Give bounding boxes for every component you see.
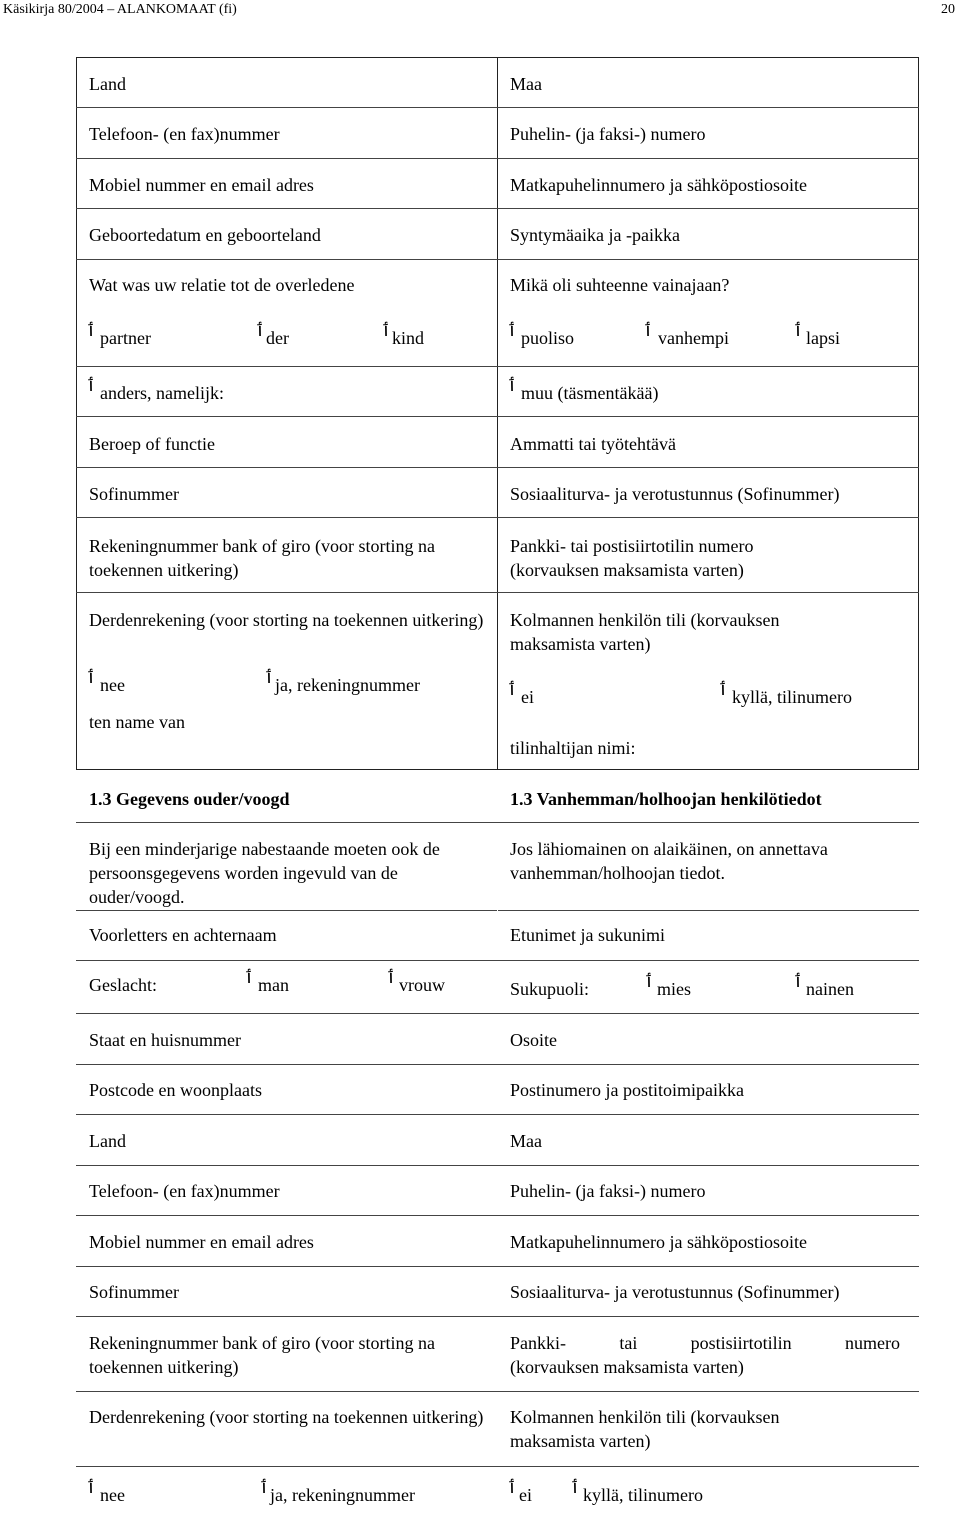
field-label-third-party-2-fi: Kolmannen henkilön tili (korvauksen maksamista varten) [510, 1407, 780, 1451]
row-divider [76, 107, 919, 108]
checkbox-no-fi[interactable]: ٲ [507, 680, 517, 700]
row-divider [76, 1391, 919, 1392]
field-label-occupation-fi: Ammatti tai työtehtävä [510, 434, 676, 454]
option-label-partner-fi: puoliso [521, 328, 575, 348]
option-label-yes-2: ja, rekeningnummer [270, 1485, 415, 1505]
option-label-yes-2-fi: kyllä, tilinumero [583, 1485, 703, 1505]
row-divider [76, 822, 919, 823]
option-label-yes-fi: kyllä, tilinumero [732, 687, 852, 707]
field-label-gender: Geslacht: [89, 975, 157, 995]
field-label-third-party-fi: Kolmannen henkilön tili (korvauksen maksamista varten) [510, 610, 780, 654]
checkbox-yes[interactable]: ٲ [264, 668, 274, 688]
checkbox-male-fi[interactable]: ٲ [644, 972, 654, 992]
section-intro: Bij een minderjarige nabestaande moeten ook de persoonsgegevens worden ingevuld van de ouder/voogd. [89, 839, 440, 907]
row-divider [76, 1266, 919, 1267]
option-label-parent: der [266, 328, 289, 348]
option-label-female: vrouw [399, 975, 445, 995]
checkbox-female-fi[interactable]: ٲ [793, 972, 803, 992]
row-divider [76, 1064, 919, 1065]
option-label-no-2-fi: ei [519, 1485, 532, 1505]
row-divider [76, 960, 919, 961]
section-intro-fi: Jos lähiomainen on alaikäinen, on annettava vanhemman/holhoojan tiedot. [510, 839, 828, 883]
row-divider [76, 1114, 919, 1115]
field-underline [498, 910, 919, 911]
option-label-no: nee [100, 675, 125, 695]
option-label-parent-fi: vanhempi [658, 328, 729, 348]
field-label-land: Land [89, 74, 126, 94]
field-label-birth-fi: Syntymäaika ja -paikka [510, 225, 680, 245]
row-divider [76, 592, 919, 593]
field-label-bank-2-fi-line1: Pankki- tai postisiirtotilin numero [510, 1333, 900, 1353]
field-label-phone-2-fi: Puhelin- (ja faksi-) numero [510, 1181, 706, 1201]
field-label-phone: Telefoon- (en fax)nummer [89, 124, 280, 144]
section-title-fi: 1.3 Vanhemman/holhoojan henkilötiedot [510, 789, 822, 809]
field-label-postcode: Postcode en woonplaats [89, 1080, 262, 1100]
row-divider [76, 1466, 919, 1467]
checkbox-yes-2[interactable]: ٲ [259, 1478, 269, 1498]
field-label-bank-2-fi-line2: (korvauksen maksamista varten) [510, 1357, 744, 1377]
checkbox-partner-fi[interactable]: ٲ [507, 321, 517, 341]
document-title: Käsikirja 80/2004 – ALANKOMAAT (fi) [3, 2, 237, 17]
option-label-other: anders, namelijk: [100, 383, 224, 403]
field-label-third-party-2: Derdenrekening (voor storting na toekennen uitkering) [89, 1407, 484, 1427]
field-label-street-fi: Osoite [510, 1030, 557, 1050]
section-title: 1.3 Gegevens ouder/voogd [89, 789, 290, 809]
field-label-mobile-2-fi: Matkapuhelinnumero ja sähköpostiosoite [510, 1232, 807, 1252]
field-label-sofi-fi: Sosiaaliturva- ja verotustunnus (Sofinummer) [510, 484, 840, 504]
field-label-land-fi: Maa [510, 74, 542, 94]
field-label-names: Voorletters en achternaam [89, 925, 277, 945]
checkbox-yes-fi[interactable]: ٲ [718, 680, 728, 700]
row-divider [76, 1165, 919, 1166]
checkbox-female[interactable]: ٲ [386, 968, 396, 988]
checkbox-parent[interactable]: ٲ [255, 321, 265, 341]
field-label-mobile-fi: Matkapuhelinnumero ja sähköpostiosoite [510, 175, 807, 195]
field-label-sofi: Sofinummer [89, 484, 179, 504]
field-underline [76, 910, 497, 911]
field-label-phone-2: Telefoon- (en fax)nummer [89, 1181, 280, 1201]
column-divider [497, 57, 498, 770]
field-label-bank-fi: Pankki- tai postisiirtotilin numero (korvauksen maksamista varten) [510, 536, 754, 580]
page-number: 20 [941, 2, 955, 17]
field-label-names-fi: Etunimet ja sukunimi [510, 925, 665, 945]
field-label-mobile-2: Mobiel nummer en email adres [89, 1232, 314, 1252]
checkbox-parent-fi[interactable]: ٲ [643, 321, 653, 341]
option-label-no-fi: ei [521, 687, 534, 707]
option-label-yes: ja, rekeningnummer [275, 675, 420, 695]
row-divider [76, 158, 919, 159]
option-label-female-fi: nainen [806, 979, 854, 999]
option-label-male-fi: mies [657, 979, 691, 999]
option-label-child: kind [392, 328, 425, 348]
field-label-sofi-2-fi: Sosiaaliturva- ja verotustunnus (Sofinummer) [510, 1282, 840, 1302]
field-label-mobile: Mobiel nummer en email adres [89, 175, 314, 195]
row-divider [76, 1215, 919, 1216]
field-label-occupation: Beroep of functie [89, 434, 215, 454]
field-label-phone-fi: Puhelin- (ja faksi-) numero [510, 124, 706, 144]
option-label-other-fi: muu (täsmentäkää) [521, 383, 659, 403]
field-label-gender-fi: Sukupuoli: [510, 979, 590, 999]
field-label-street: Staat en huisnummer [89, 1030, 241, 1050]
row-divider [76, 1013, 919, 1014]
row-divider [76, 517, 919, 518]
option-label-no-2: nee [100, 1485, 125, 1505]
checkbox-male[interactable]: ٲ [244, 968, 254, 988]
row-divider [76, 259, 919, 260]
field-label-bank: Rekeningnummer bank of giro (voor storting na toekennen uitkering) [89, 536, 435, 580]
field-label-third-party: Derdenrekening (voor storting na toekennen uitkering) [89, 610, 484, 630]
field-label-holder: ten name van [89, 712, 185, 732]
field-label-bank-2: Rekeningnummer bank of giro (voor storting na toekennen uitkering) [89, 1333, 435, 1377]
checkbox-partner[interactable]: ٲ [86, 321, 96, 341]
row-divider [76, 208, 919, 209]
row-divider [76, 467, 919, 468]
row-divider [76, 1316, 919, 1317]
field-label-relation-fi: Mikä oli suhteenne vainajaan? [510, 275, 730, 295]
field-label-birth: Geboortedatum en geboorteland [89, 225, 321, 245]
field-label-relation: Wat was uw relatie tot de overledene [89, 275, 355, 295]
option-label-partner: partner [100, 328, 151, 348]
field-label-land-2: Land [89, 1131, 126, 1151]
row-divider [76, 416, 919, 417]
field-label-land-2-fi: Maa [510, 1131, 542, 1151]
field-label-holder-fi: tilinhaltijan nimi: [510, 738, 636, 758]
checkbox-child[interactable]: ٲ [381, 321, 391, 341]
checkbox-no-2-fi[interactable]: ٲ [507, 1478, 517, 1498]
checkbox-other[interactable]: ٲ [86, 376, 96, 396]
option-label-child-fi: lapsi [806, 328, 840, 348]
page-header [0, 0, 960, 20]
checkbox-yes-2-fi[interactable]: ٲ [570, 1478, 580, 1498]
checkbox-child-fi[interactable]: ٲ [793, 321, 803, 341]
checkbox-other-fi[interactable]: ٲ [507, 376, 517, 396]
row-divider [76, 366, 919, 367]
checkbox-no[interactable]: ٲ [86, 668, 96, 688]
field-label-sofi-2: Sofinummer [89, 1282, 179, 1302]
field-label-postcode-fi: Postinumero ja postitoimipaikka [510, 1080, 744, 1100]
option-label-male: man [258, 975, 289, 995]
checkbox-no-2[interactable]: ٲ [86, 1478, 96, 1498]
